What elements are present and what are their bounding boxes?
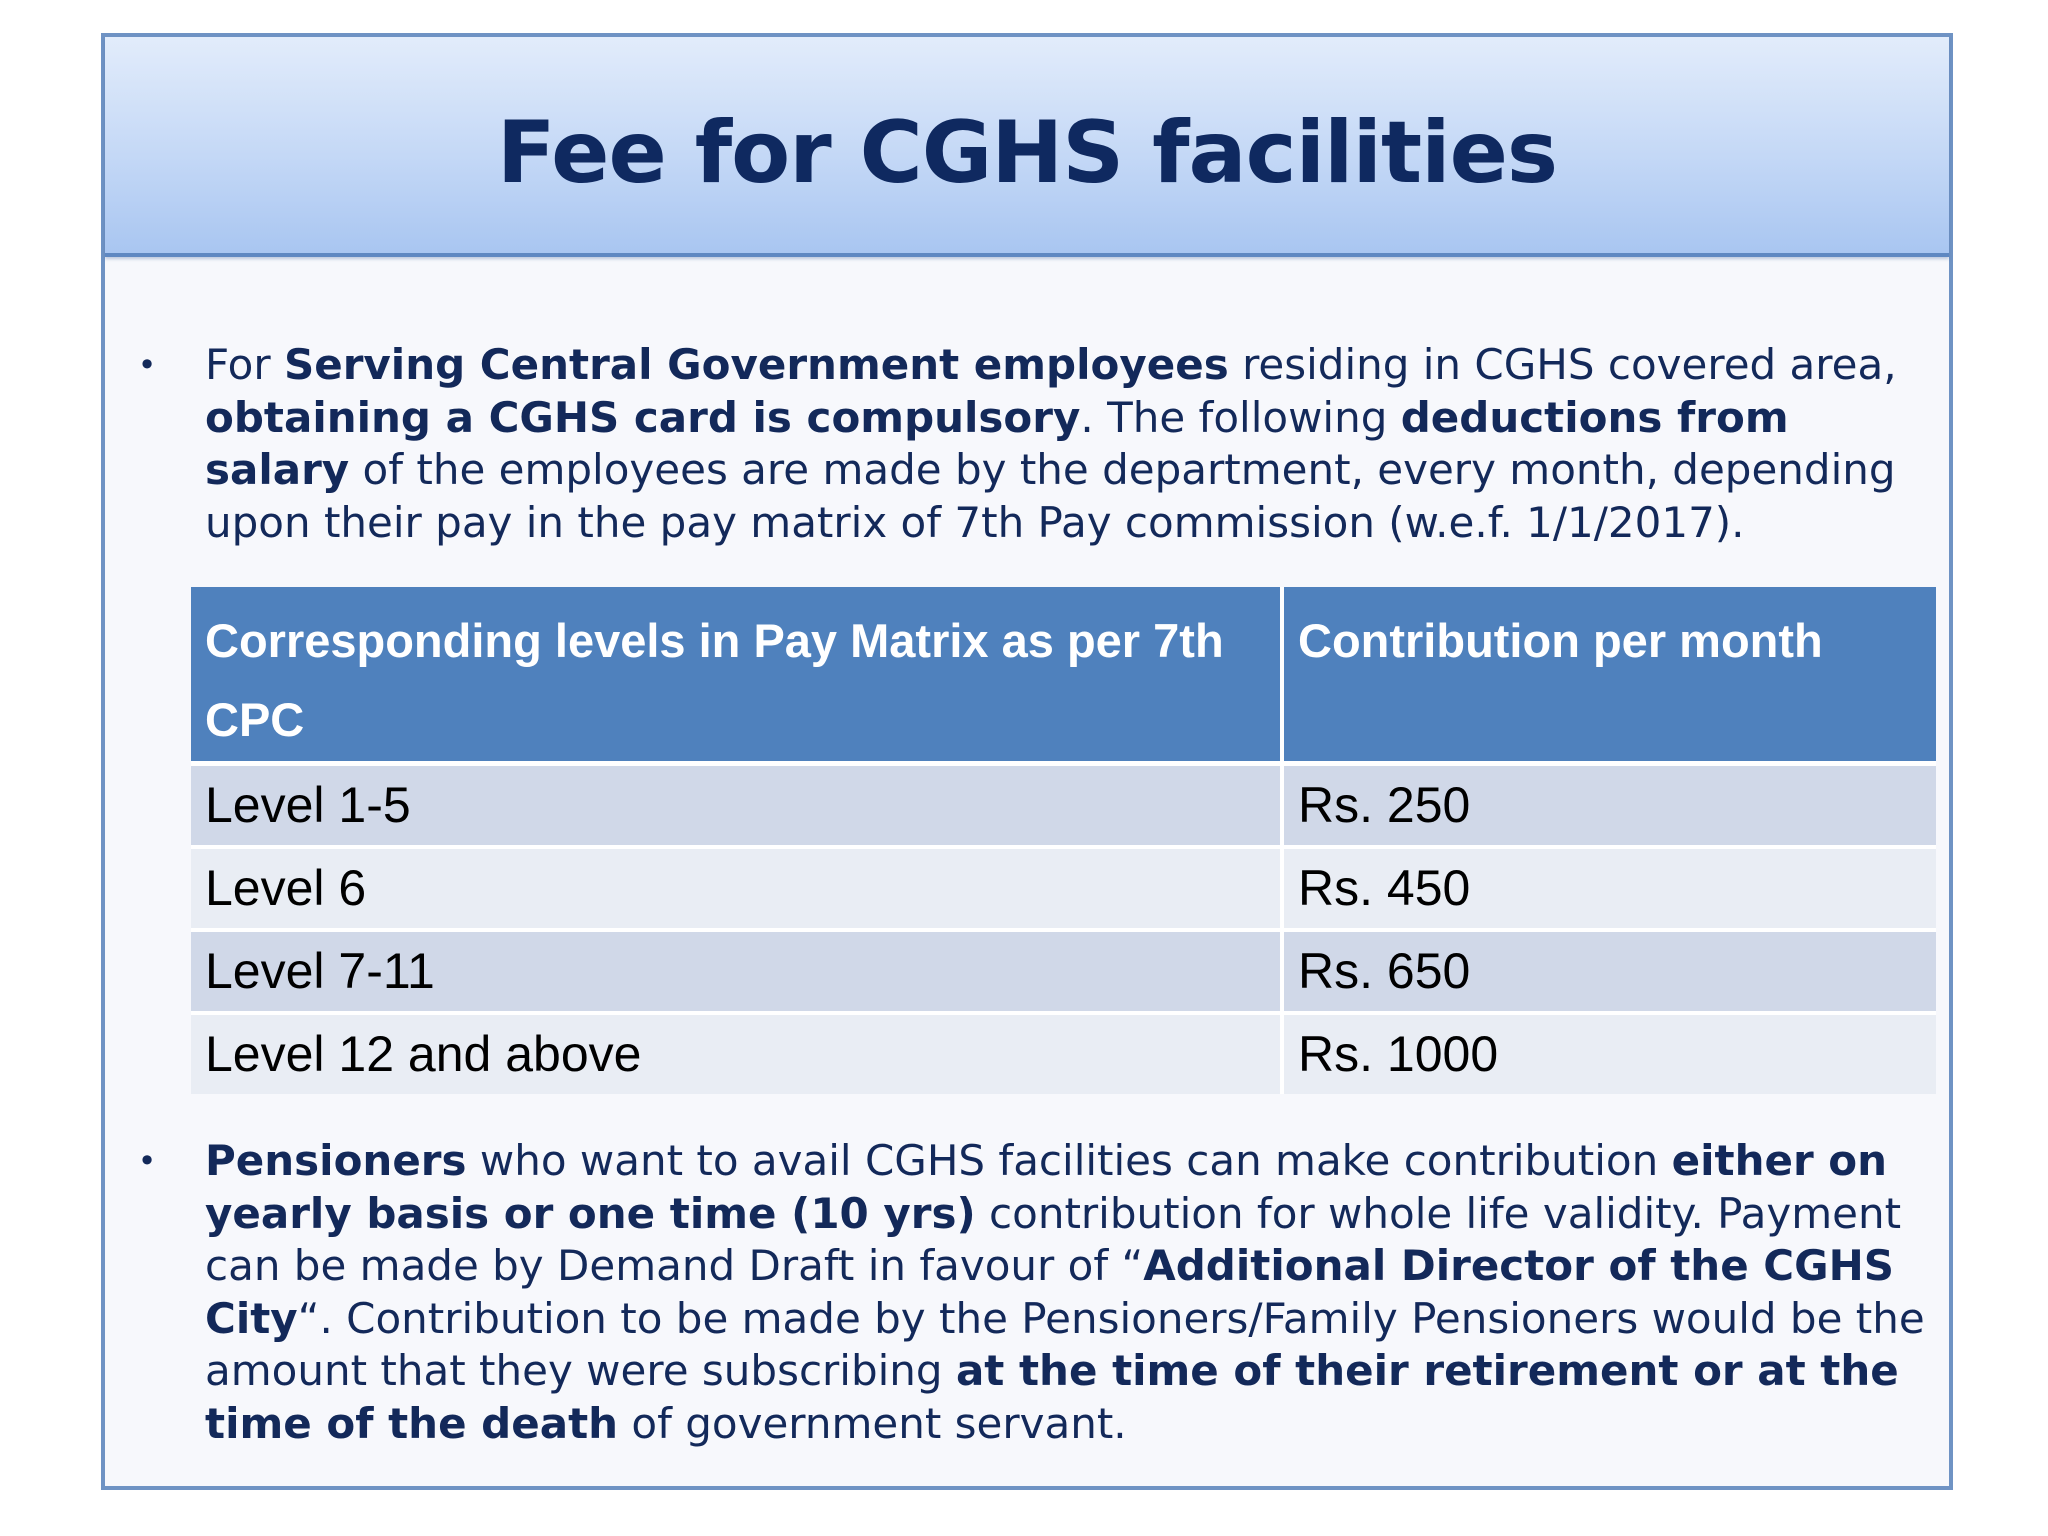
text-run: contribution for whole life validity. Payment can be made by Demand Draft in favour of “: [205, 1188, 1902, 1290]
text-run: of the employees are made by the department, every month, depending upon their pay in the pay matrix of 7th Pay commission (w.e.f. 1/1/2017).: [205, 445, 1896, 547]
table-row: [191, 764, 1936, 848]
text-run: For: [205, 340, 284, 389]
text-run: . The following: [1080, 392, 1401, 442]
text-run: of government servant.: [618, 1398, 1127, 1448]
cell-level: Level 1-5: [191, 764, 1282, 848]
cell-level: Level 12 and above: [191, 1013, 1282, 1094]
title-band: [105, 37, 1949, 257]
text-run: “. Contribution to be made by the Pensioners/Family Pensioners would be the amount that they were subscribing: [205, 1293, 1925, 1395]
bullet-dot-icon: •: [137, 1142, 157, 1180]
header-pay-level: Corresponding levels in Pay Matrix as per 7th CPC: [191, 587, 1282, 764]
cell-amount: Rs. 450: [1282, 847, 1936, 930]
bold-run: Serving Central Government employees: [283, 340, 1229, 389]
table-header-row: [191, 587, 1936, 764]
cell-level: Level 7-11: [191, 930, 1282, 1013]
slide: [101, 33, 1953, 1490]
cell-amount: Rs. 1000: [1282, 1013, 1936, 1094]
bold-run: deductions from salary: [205, 392, 1789, 494]
bold-run: obtaining a CGHS card is compulsory: [205, 392, 1081, 442]
text-run: who want to avail CGHS facilities can make contribution: [466, 1136, 1672, 1185]
bullet-text: [205, 339, 1925, 549]
bold-run: either on yearly basis or one time (10 yrs): [205, 1136, 1888, 1238]
table-row: [191, 930, 1936, 1013]
cell-level: Level 6: [191, 847, 1282, 930]
bullet-text: [205, 1135, 1925, 1450]
bold-run: at the time of their retirement or at the time of the death: [205, 1346, 1899, 1448]
table-row: [191, 847, 1936, 930]
cell-amount: Rs. 250: [1282, 764, 1936, 848]
contribution-table: [191, 587, 1936, 1094]
table-row: [191, 1013, 1936, 1094]
bullet-dot-icon: •: [137, 346, 157, 384]
bold-run: Pensioners: [205, 1136, 467, 1185]
slide-title: Fee for CGHS facilities: [496, 103, 1558, 203]
header-contribution: Contribution per month: [1282, 587, 1936, 764]
bold-run: Additional Director of the CGHS City: [205, 1241, 1895, 1343]
cell-amount: Rs. 650: [1282, 930, 1936, 1013]
text-run: residing in CGHS covered area,: [1228, 340, 1897, 389]
